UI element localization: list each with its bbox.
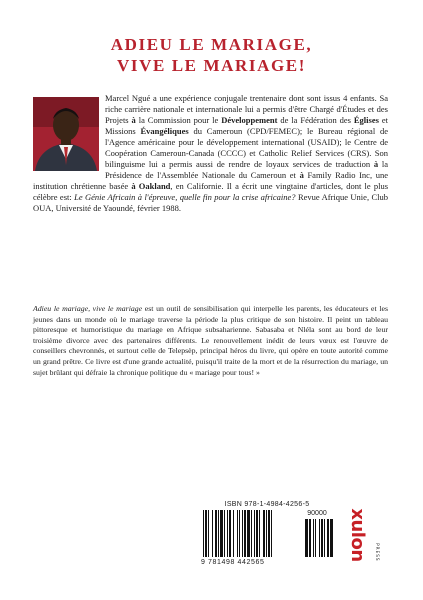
description-text: est un outil de sensibilisation qui interpelle les parents, les éducateurs et les jeunes dans un monde où le mariage traverse la période la plus critique de son histoire. Il peint un tableau pittoresque et humoristique du mariage en Afrique subsaharienne. Sabasaba et Nléla sont au bord de leur troisième divorce avec des partenaires différents. Le renouvellement inédit de leurs vœux est l'œuvre de conseillers chevronnés, et surtout celle de Telepsèp, principal héros du livre, qui opère en toute autorité comme un grand prêtre. Ce livre est d'une grande actualité, puisqu'il traite de la mort et de la résurrection du mariage, un sujet brûlant qui défraie la chronique politique du « mariage pour tous! » [33, 304, 388, 377]
bio-text: la Commission pour le [135, 115, 222, 125]
bio-bold: à [131, 115, 136, 125]
bio-bold: Églises [353, 115, 379, 125]
book-description [33, 304, 388, 378]
bio-text: , en Californie. Il a écrit une vingtaine d'articles, dont le plus célèbre est: [33, 181, 388, 202]
author-biography [33, 93, 388, 214]
price-addon-code: 90000 [307, 510, 327, 517]
isbn-barcode [201, 501, 333, 569]
bio-bold: à [299, 170, 304, 180]
barcode-bars [201, 510, 333, 559]
xulon-press-logo [344, 499, 379, 571]
bio-bold: à [373, 159, 379, 169]
logo-tagline: PRESS [374, 543, 379, 562]
article-title: Le Génie Africain à l'épreuve, quelle fin pour la crise africaine? [74, 192, 296, 202]
book-title [0, 34, 423, 76]
bio-text: de la Fédération des [277, 115, 354, 125]
logo-wordmark: xulon [347, 508, 368, 562]
bio-text: Family Radio Inc, une institution chrétienne basée [33, 170, 388, 191]
title-line-1: ADIEU LE MARIAGE, [110, 35, 313, 54]
isbn-label: ISBN 978-1-4984-4256-5 [224, 501, 310, 508]
ean-digits: 9 781498 442565 [201, 559, 265, 566]
bio-text: Revue Afrique Unie, Club OUA, Université de Yaoundé, février 1988. [33, 192, 388, 213]
bio-text: Marcel Ngué a une expérience conjugale trentenaire dont sont issus 4 enfants. Sa riche carrière nationale et internationale lui a permis d'être Chargé d'Études et des Projets [105, 93, 388, 125]
description-book-title: Adieu le mariage, vive le mariage [33, 304, 143, 313]
bio-text: la Présidence de l'Assemblée Nationale du Cameroun et [105, 159, 389, 180]
bio-bold: à Oakland [131, 181, 171, 191]
title-line-2: VIVE LE MARIAGE! [116, 56, 306, 75]
bio-bold: Évangéliques [140, 126, 189, 136]
bio-text: du Cameroun (CPD/FEMEC); le Bureau régional de l'Agence américaine pour le développement international (USAID); le Centre de Coopération Cameroun-Canada (CCCC) et Catholic Relief Services (CRS). Son bilinguisme lui a permis aussi de rendre de loyaux services de traduction [105, 126, 388, 169]
bio-text: et Missions [105, 115, 388, 136]
bio-bold: Développement [221, 115, 278, 125]
